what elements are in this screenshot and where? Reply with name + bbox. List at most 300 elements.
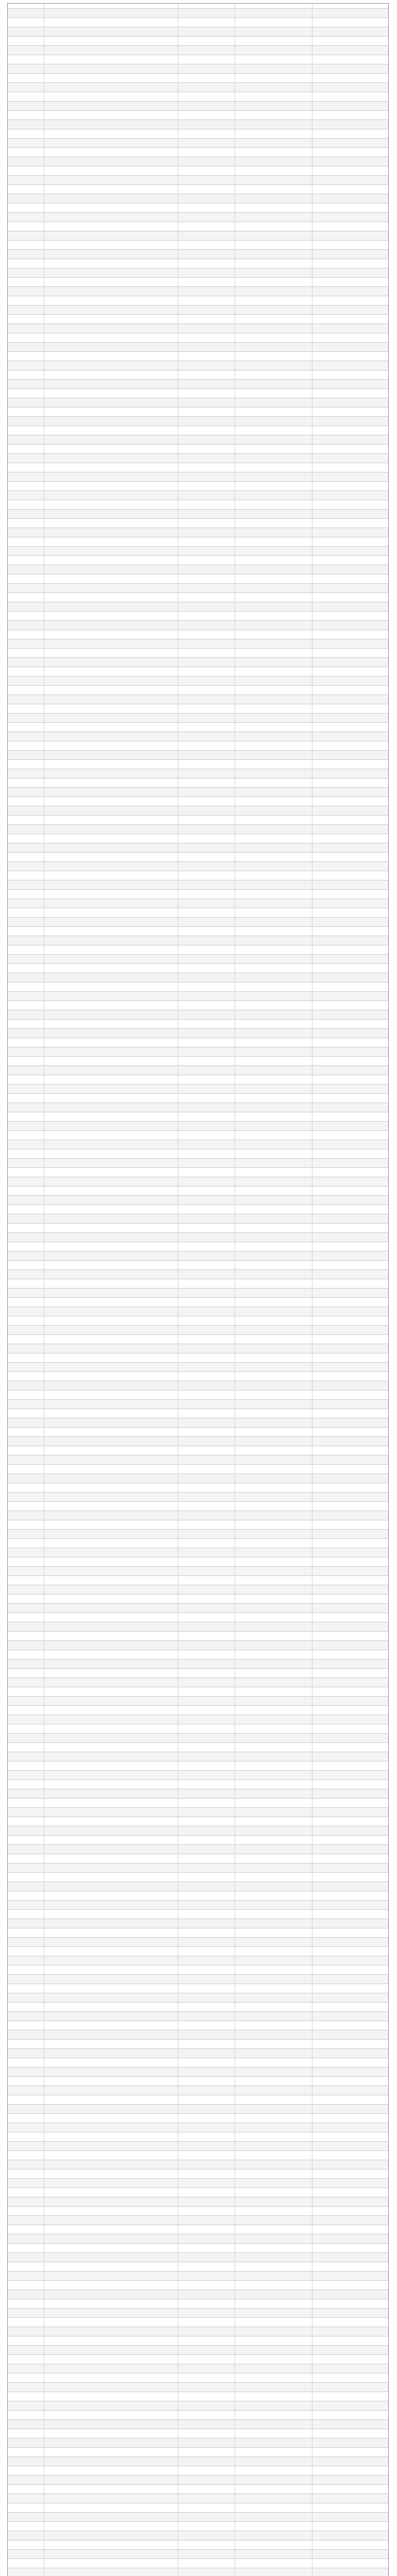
table-cell: [44, 1130, 178, 1140]
table-cell: [8, 1297, 44, 1307]
table-row: [8, 2364, 388, 2373]
table-cell: [44, 379, 178, 388]
table-cell: [44, 147, 178, 157]
table-cell: [312, 1659, 388, 1668]
table-cell: [8, 806, 44, 815]
table-cell: [235, 713, 312, 722]
table-cell: [312, 157, 388, 166]
table-row: [8, 2290, 388, 2299]
table-cell: [312, 2558, 388, 2568]
table-cell: [8, 1344, 44, 1353]
table-cell: [235, 2150, 312, 2160]
table-cell: [178, 2039, 235, 2048]
table-cell: [312, 2568, 388, 2576]
table-row: [8, 379, 388, 388]
table-cell: [235, 787, 312, 796]
table-cell: [312, 2058, 388, 2067]
table-cell: [8, 129, 44, 138]
table-cell: [312, 2169, 388, 2178]
table-cell: [178, 1177, 235, 1186]
table-cell: [8, 305, 44, 314]
table-cell: [235, 1056, 312, 1065]
table-cell: [235, 2494, 312, 2503]
table-cell: [8, 2447, 44, 2456]
table-cell: [178, 1260, 235, 1269]
table-cell: [44, 1956, 178, 1965]
table-cell: [44, 759, 178, 769]
table-row: [8, 92, 388, 101]
table-cell: [178, 1798, 235, 1807]
table-cell: [178, 1399, 235, 1409]
table-cell: [235, 147, 312, 157]
table-row: [8, 194, 388, 203]
table-cell: [44, 518, 178, 528]
table-row: [8, 184, 388, 194]
table-cell: [178, 1622, 235, 1631]
table-cell: [235, 2558, 312, 2568]
table-cell: [44, 1010, 178, 1019]
table-cell: [44, 657, 178, 667]
table-row: [8, 1538, 388, 1548]
table-cell: [235, 1650, 312, 1659]
table-cell: [178, 1909, 235, 1919]
table-cell: [8, 1121, 44, 1130]
table-cell: [235, 2141, 312, 2150]
table-cell: [312, 963, 388, 973]
table-cell: [235, 2271, 312, 2280]
table-cell: [8, 1371, 44, 1381]
table-row: [8, 1622, 388, 1631]
table-row: [8, 472, 388, 481]
table-cell: [312, 2252, 388, 2262]
table-cell: [44, 1529, 178, 1538]
table-cell: [178, 2558, 235, 2568]
table-cell: [235, 1409, 312, 1418]
table-row: [8, 1900, 388, 1909]
table-cell: [44, 555, 178, 565]
table-cell: [8, 889, 44, 899]
table-cell: [312, 657, 388, 667]
table-cell: [178, 602, 235, 611]
table-cell: [8, 147, 44, 157]
table-cell: [178, 1334, 235, 1344]
table-cell: [235, 444, 312, 453]
table-cell: [235, 657, 312, 667]
table-cell: [178, 1279, 235, 1288]
table-cell: [8, 1205, 44, 1214]
table-row: [8, 1167, 388, 1177]
table-cell: [178, 1038, 235, 1047]
table-cell: [44, 908, 178, 917]
table-cell: [178, 834, 235, 843]
table-cell: [312, 2160, 388, 2169]
table-cell: [312, 1381, 388, 1390]
table-row: [8, 2271, 388, 2280]
table-cell: [235, 1140, 312, 1149]
table-cell: [312, 546, 388, 555]
table-cell: [312, 1056, 388, 1065]
table-cell: [312, 166, 388, 175]
table-cell: [235, 2345, 312, 2354]
table-row: [8, 880, 388, 889]
table-cell: [44, 1780, 178, 1789]
table-cell: [235, 667, 312, 676]
table-cell: [44, 175, 178, 184]
table-row: [8, 1177, 388, 1186]
table-cell: [312, 342, 388, 351]
table-row: [8, 1436, 388, 1446]
table-cell: [235, 834, 312, 843]
table-cell: [44, 2364, 178, 2373]
table-cell: [178, 1084, 235, 1093]
table-cell: [44, 1344, 178, 1353]
table-cell: [8, 2188, 44, 2197]
table-cell: [312, 732, 388, 741]
table-cell: [8, 1038, 44, 1047]
table-cell: [312, 1399, 388, 1409]
table-cell: [235, 500, 312, 509]
table-row: [8, 1019, 388, 1028]
table-cell: [235, 1511, 312, 1520]
table-cell: [8, 2531, 44, 2540]
table-cell: [312, 574, 388, 583]
table-cell: [8, 240, 44, 249]
table-cell: [178, 1483, 235, 1492]
table-cell: [178, 333, 235, 342]
table-cell: [178, 1603, 235, 1613]
table-cell: [178, 2141, 235, 2150]
table-row: [8, 101, 388, 110]
table-cell: [312, 129, 388, 138]
table-cell: [8, 509, 44, 518]
table-cell: [8, 1891, 44, 1900]
table-cell: [178, 1130, 235, 1140]
table-cell: [44, 2484, 178, 2494]
table-row: [8, 620, 388, 630]
table-cell: [178, 861, 235, 871]
table-cell: [312, 1353, 388, 1362]
table-cell: [44, 1575, 178, 1585]
table-cell: [235, 1371, 312, 1381]
table-row: [8, 1316, 388, 1325]
table-cell: [44, 630, 178, 639]
table-cell: [178, 472, 235, 481]
table-row: [8, 286, 388, 296]
table-cell: [8, 407, 44, 416]
table-cell: [235, 1038, 312, 1047]
table-cell: [312, 2438, 388, 2447]
table-cell: [312, 694, 388, 704]
table-cell: [178, 1390, 235, 1399]
table-row: [8, 18, 388, 27]
table-row: [8, 1946, 388, 1956]
table-cell: [312, 750, 388, 759]
table-cell: [8, 1316, 44, 1325]
table-cell: [44, 1696, 178, 1705]
table-cell: [312, 1177, 388, 1186]
table-row: [8, 2160, 388, 2169]
table-cell: [44, 1121, 178, 1130]
table-cell: [44, 1140, 178, 1149]
table-cell: [235, 361, 312, 370]
table-cell: [44, 1214, 178, 1223]
table-cell: [312, 1511, 388, 1520]
table-cell: [235, 1798, 312, 1807]
table-cell: [235, 2327, 312, 2336]
table-cell: [44, 166, 178, 175]
table-cell: [178, 1010, 235, 1019]
table-cell: [178, 555, 235, 565]
table-cell: [235, 2197, 312, 2206]
table-cell: [235, 45, 312, 55]
table-cell: [44, 73, 178, 82]
table-cell: [235, 1121, 312, 1130]
table-cell: [235, 1149, 312, 1158]
table-cell: [8, 1019, 44, 1028]
table-cell: [235, 351, 312, 361]
table-cell: [8, 1279, 44, 1288]
table-row: [8, 1492, 388, 1501]
table-cell: [312, 2373, 388, 2382]
table-row: [8, 1603, 388, 1613]
table-cell: [44, 259, 178, 268]
table-row: [8, 2438, 388, 2447]
table-cell: [44, 1232, 178, 1242]
table-cell: [178, 2317, 235, 2327]
table-cell: [235, 305, 312, 314]
table-cell: [235, 537, 312, 546]
table-cell: [312, 1631, 388, 1640]
table-cell: [235, 1780, 312, 1789]
table-cell: [235, 2382, 312, 2392]
table-cell: [8, 1882, 44, 1891]
table-cell: [312, 1418, 388, 1427]
table-cell: [235, 259, 312, 268]
table-cell: [235, 472, 312, 481]
table-cell: [312, 2206, 388, 2215]
table-row: [8, 314, 388, 324]
table-cell: [312, 407, 388, 416]
table-cell: [44, 2058, 178, 2067]
table-cell: [235, 1863, 312, 1872]
table-cell: [178, 286, 235, 296]
table-cell: [8, 908, 44, 917]
table-cell: [235, 871, 312, 880]
table-cell: [44, 639, 178, 648]
table-row: [8, 1687, 388, 1696]
table-row: [8, 2150, 388, 2160]
table-cell: [312, 1640, 388, 1650]
table-cell: [235, 1677, 312, 1687]
table-cell: [178, 759, 235, 769]
table-cell: [312, 685, 388, 694]
table-cell: [235, 463, 312, 472]
table-cell: [178, 2466, 235, 2475]
table-row: [8, 1344, 388, 1353]
table-cell: [8, 1084, 44, 1093]
table-cell: [178, 1826, 235, 1835]
table-cell: [178, 4, 235, 8]
table-cell: [8, 2113, 44, 2123]
table-cell: [44, 2354, 178, 2364]
table-cell: [235, 1464, 312, 1473]
table-cell: [178, 991, 235, 1001]
table-cell: [312, 361, 388, 370]
table-cell: [8, 120, 44, 129]
table-cell: [312, 1900, 388, 1909]
table-cell: [8, 1075, 44, 1084]
table-row: [8, 351, 388, 361]
table-cell: [8, 1056, 44, 1065]
table-cell: [8, 1752, 44, 1761]
table-row: [8, 1464, 388, 1473]
table-row: [8, 583, 388, 592]
table-cell: [312, 630, 388, 639]
table-row: [8, 1724, 388, 1733]
table-cell: [44, 2215, 178, 2225]
table-row: [8, 1761, 388, 1770]
table-cell: [312, 463, 388, 472]
table-cell: [235, 314, 312, 324]
table-cell: [312, 759, 388, 769]
table-cell: [235, 1047, 312, 1056]
table-cell: [8, 73, 44, 82]
table-cell: [178, 203, 235, 212]
table-cell: [44, 806, 178, 815]
table-cell: [44, 2243, 178, 2252]
table-cell: [235, 1789, 312, 1798]
table-cell: [8, 667, 44, 676]
table-cell: [312, 490, 388, 500]
table-row: [8, 166, 388, 175]
table-cell: [178, 2521, 235, 2531]
table-cell: [235, 2262, 312, 2271]
table-cell: [8, 620, 44, 630]
table-row: [8, 249, 388, 259]
table-cell: [312, 1780, 388, 1789]
table-row: [8, 416, 388, 426]
table-cell: [235, 379, 312, 388]
table-row: [8, 2494, 388, 2503]
table-cell: [8, 732, 44, 741]
table-cell: [8, 2271, 44, 2280]
table-cell: [44, 1900, 178, 1909]
table-cell: [8, 602, 44, 611]
table-cell: [235, 2086, 312, 2095]
table-cell: [8, 314, 44, 324]
table-cell: [44, 500, 178, 509]
table-row: [8, 917, 388, 926]
table-cell: [235, 1186, 312, 1195]
table-cell: [312, 184, 388, 194]
table-cell: [312, 945, 388, 954]
table-cell: [235, 2002, 312, 2011]
table-cell: [8, 268, 44, 277]
table-cell: [178, 1807, 235, 1817]
table-cell: [312, 453, 388, 463]
table-cell: [44, 1946, 178, 1956]
table-row: [8, 2466, 388, 2475]
table-cell: [312, 82, 388, 92]
table-cell: [8, 1807, 44, 1817]
table-cell: [312, 1019, 388, 1028]
table-cell: [178, 2494, 235, 2503]
table-row: [8, 1807, 388, 1817]
table-cell: [178, 1529, 235, 1538]
table-cell: [312, 936, 388, 945]
table-cell: [8, 1854, 44, 1863]
table-row: [8, 2382, 388, 2392]
table-cell: [235, 101, 312, 110]
table-cell: [8, 2215, 44, 2225]
table-cell: [235, 583, 312, 592]
table-cell: [312, 2429, 388, 2438]
table-row: [8, 2197, 388, 2206]
table-cell: [44, 2104, 178, 2113]
table-cell: [235, 509, 312, 518]
table-row: [8, 2188, 388, 2197]
table-cell: [44, 1520, 178, 1529]
table-cell: [178, 1613, 235, 1622]
table-row: [8, 1279, 388, 1288]
table-cell: [312, 1696, 388, 1705]
table-cell: [312, 212, 388, 222]
table-cell: [44, 1001, 178, 1010]
table-cell: [312, 324, 388, 333]
table-cell: [312, 991, 388, 1001]
table-cell: [8, 648, 44, 657]
table-cell: [235, 64, 312, 73]
table-cell: [44, 1056, 178, 1065]
table-cell: [44, 2178, 178, 2188]
table-cell: [178, 1112, 235, 1121]
table-cell: [312, 2234, 388, 2243]
table-row: [8, 1501, 388, 1511]
table-row: [8, 722, 388, 732]
table-row: [8, 259, 388, 268]
table-cell: [8, 2345, 44, 2354]
table-cell: [178, 1752, 235, 1761]
table-cell: [8, 834, 44, 843]
table-cell: [312, 2484, 388, 2494]
table-cell: [312, 1993, 388, 2002]
table-row: [8, 481, 388, 490]
table-row: [8, 1780, 388, 1789]
table-cell: [178, 1205, 235, 1214]
table-cell: [8, 963, 44, 973]
table-cell: [235, 2058, 312, 2067]
table-cell: [178, 138, 235, 147]
table-cell: [312, 472, 388, 481]
table-cell: [312, 110, 388, 120]
table-cell: [312, 2345, 388, 2354]
table-cell: [44, 490, 178, 500]
table-cell: [44, 277, 178, 286]
table-cell: [178, 2021, 235, 2030]
table-cell: [44, 435, 178, 444]
table-cell: [178, 694, 235, 704]
table-cell: [235, 2188, 312, 2197]
table-cell: [312, 602, 388, 611]
table-cell: [8, 1511, 44, 1520]
table-cell: [178, 324, 235, 333]
table-cell: [8, 398, 44, 407]
table-cell: [235, 120, 312, 129]
table-cell: [44, 2206, 178, 2215]
table-cell: [44, 2336, 178, 2345]
table-cell: [312, 1984, 388, 1993]
table-cell: [178, 27, 235, 36]
